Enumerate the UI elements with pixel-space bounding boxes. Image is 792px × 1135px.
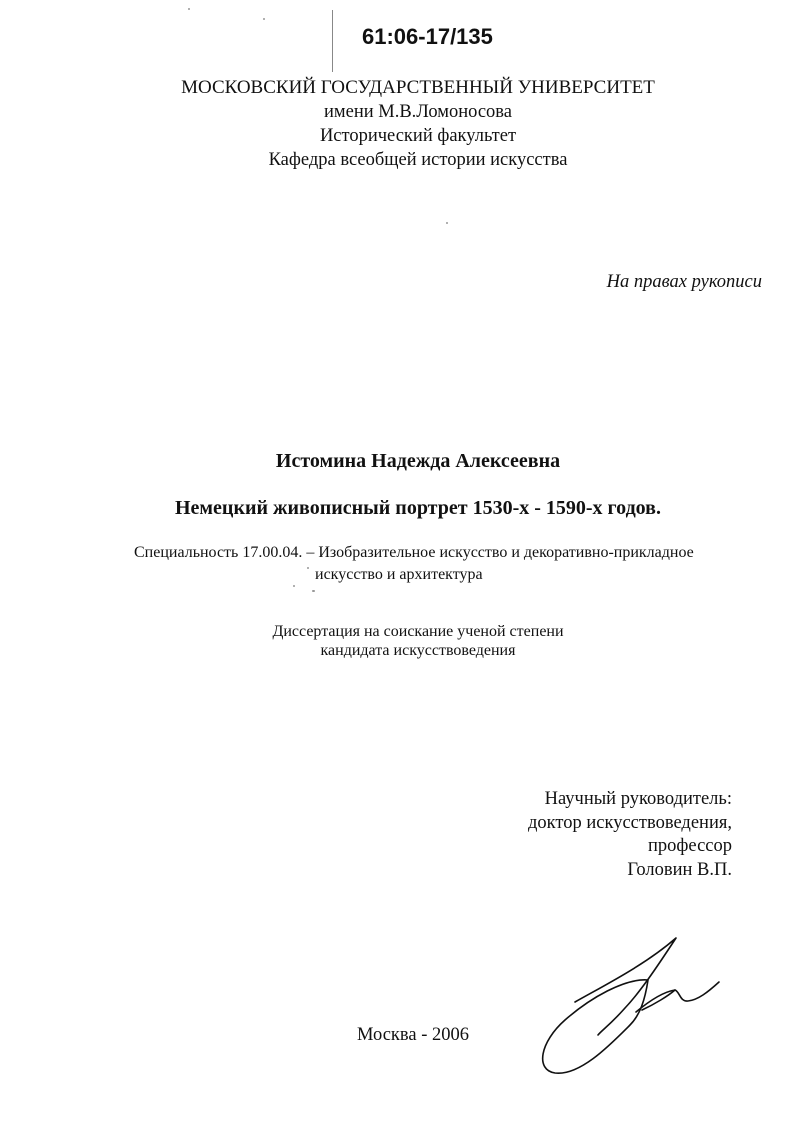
degree-line-2: кандидата искусствоведения — [320, 642, 516, 659]
handwritten-signature-icon — [530, 930, 730, 1110]
advisor-block — [528, 788, 732, 882]
faculty-name: Исторический факультет — [319, 126, 517, 146]
place-and-year: Москва - 2006 — [357, 1025, 470, 1045]
scan-speck — [188, 8, 190, 10]
scan-speck — [293, 585, 295, 587]
scan-speck — [307, 567, 309, 569]
scan-speck — [312, 590, 315, 592]
specialty-line-1: Специальность 17.00.04. – Изобразительное искусство и декоративно-прикладное — [134, 544, 694, 561]
degree-line-1: Диссертация на соискание ученой степени — [272, 623, 564, 640]
rights-notice: На правах рукописи — [606, 272, 762, 292]
advisor-label: Научный руководитель: — [544, 789, 732, 809]
margin-rule — [332, 10, 333, 72]
scan-speck — [446, 222, 448, 224]
institution-header — [0, 76, 792, 172]
author-name: Истомина Надежда Алексеевна — [275, 450, 561, 472]
specialty-line-2: искусство и архитектура — [315, 566, 483, 583]
university-name: МОСКОВСКИЙ ГОСУДАРСТВЕННЫЙ УНИВЕРСИТЕТ — [181, 77, 655, 98]
advisor-rank: профессор — [648, 836, 732, 856]
dissertation-title: Немецкий живописный портрет 1530-х - 1590-х годов. — [175, 497, 661, 519]
scan-speck — [263, 18, 265, 20]
university-named-after: имени М.В.Ломоносова — [324, 102, 512, 122]
catalog-number: 61:06-17/135 — [362, 24, 493, 49]
degree-statement — [0, 622, 792, 660]
advisor-degree: доктор искусствоведения, — [528, 812, 732, 833]
department-name: Кафедра всеобщей истории искусства — [268, 150, 568, 170]
advisor-name: Головин В.П. — [627, 859, 732, 880]
